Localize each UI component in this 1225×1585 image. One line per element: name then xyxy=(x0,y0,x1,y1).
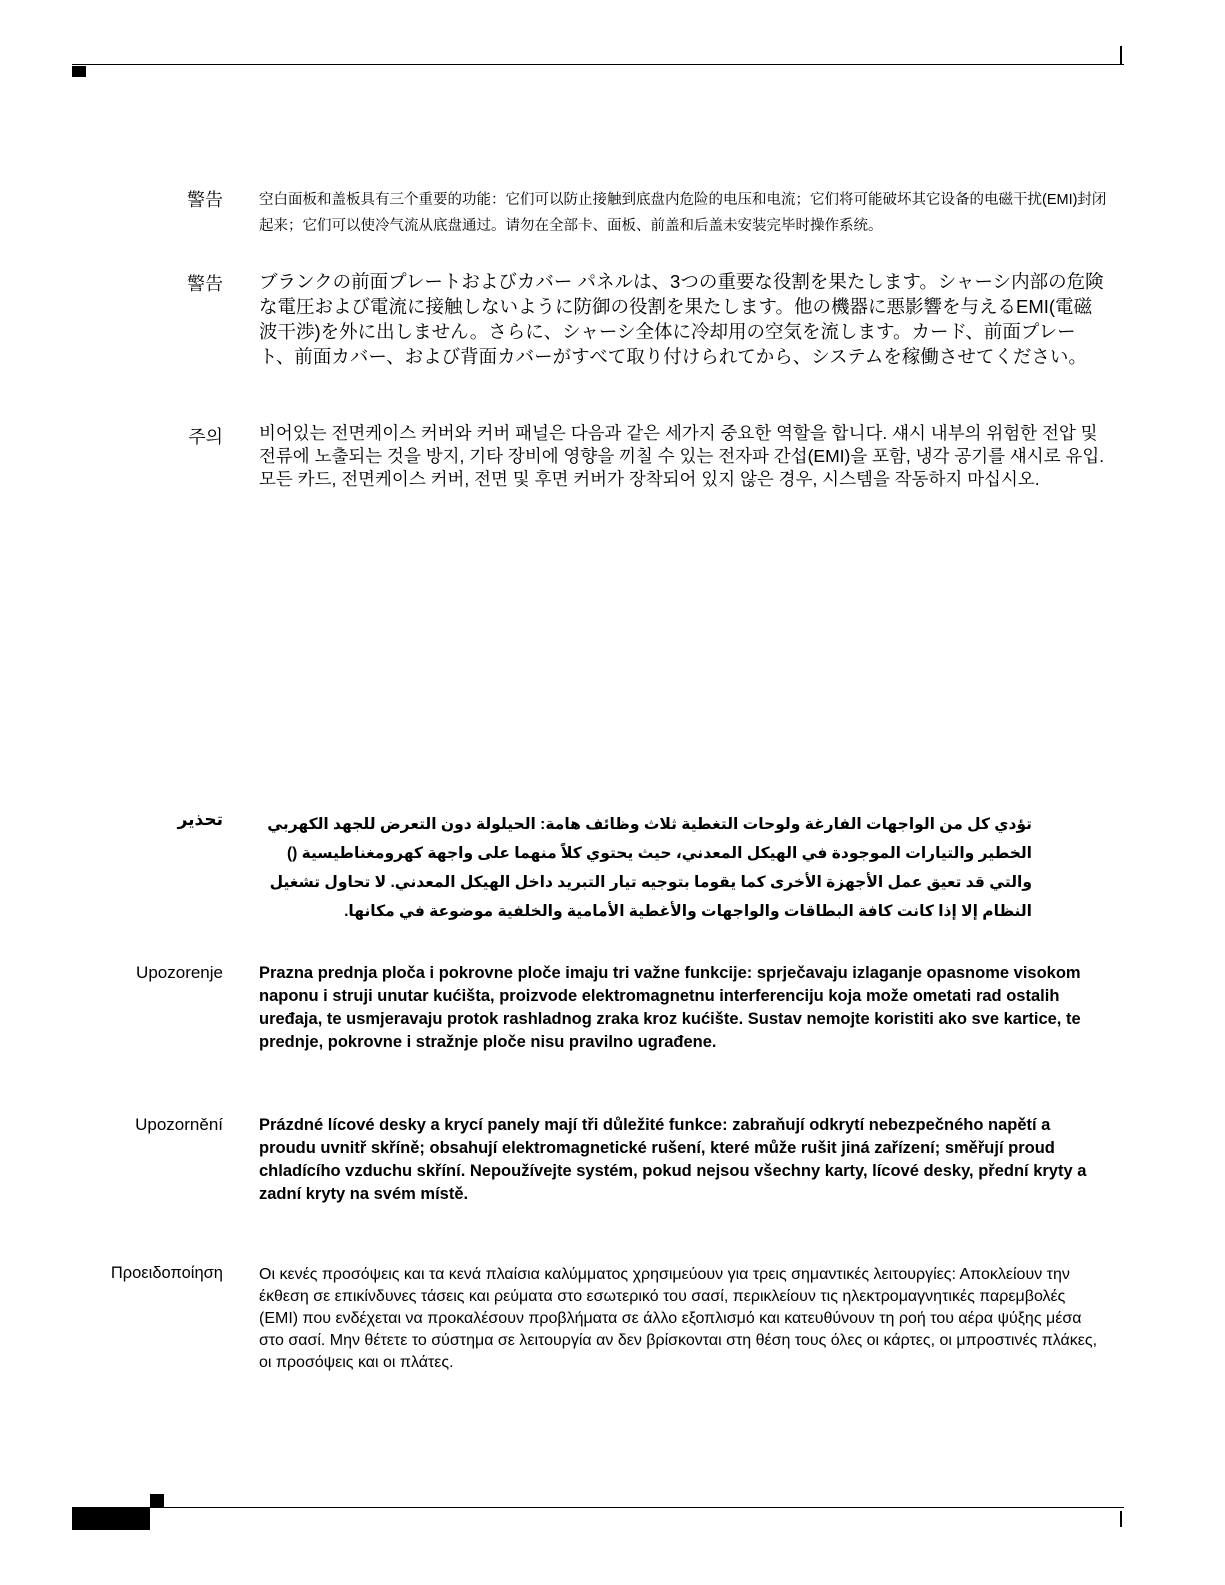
header-tick xyxy=(1120,46,1122,64)
warning-text: Οι κενές προσόψεις και τα κενά πλαίσια καλύμματος χρησιμεύουν για τρεις σημαντικές λειτουργίες: Αποκλείουν την έκθεση σε επικίνδυνες τάσεις και ρεύματα στο εσωτερικό του σασί, περικλείουν τις ηλεκτρομαγνητικές παρεμβολές (EMI) που ενδέχεται να προκαλέσουν προβλήματα σε άλλο εξοπλισμό και κατευθύνουν τη ροή του αέρα ψύξης μέσα στο σασί. Μην θέτετε το σύστημα σε λειτουργία αν δεν βρίσκονται στη θέση τους όλες οι κάρτες, οι μπροστινές πλάκες, οι προσόψεις και οι πλάτες. xyxy=(259,1266,1098,1371)
warning-text: Prazna prednja ploča i pokrovne ploče imaju tri važne funkcije: sprječavaju izlaganje opasnome visokom naponu i struji unutar kućišta, proizvode elektromagnetnu interferenciju koja može ometati rad ostalih uređaja, te usmjeravaju protok rashladnog zraka kroz kućište. Sustav nemojte koristiti ako sve kartice, te prednje, pokrovne i stražnje ploče nisu pravilno ugrađene. xyxy=(259,964,1081,1051)
warning-text: 空白面板和盖板具有三个重要的功能：它们可以防止接触到底盘内危险的电压和电流；它们将可能破坏其它设备的电磁干扰(EMI)封闭起来；它们可以使冷气流从底盘通过。请勿在全部卡、面板、前盖和后盖未安装完毕时操作系统。 xyxy=(259,192,1107,234)
warning-label: Προειδοποίηση xyxy=(110,1264,223,1282)
footer-bar xyxy=(72,1507,150,1530)
warning-label: Upozorenje xyxy=(136,963,223,982)
warning-label: 주의 xyxy=(188,427,223,447)
header-marker xyxy=(72,66,86,77)
header-rule xyxy=(72,64,1124,65)
footer-rule xyxy=(72,1507,1124,1508)
warning-text: ブランクの前面プレートおよびカバー パネルは、3つの重要な役割を果たします。シャーシ内部の危険な電圧および電流に接触しないように防御の役割を果たします。他の機器に悪影響を与えるEMI(電磁波干渉)を外に出しません。さらに、シャーシ全体に冷却用の空気を流します。カード、前面プレート、前面カバー、および背面カバーがすべて取り付けられてから、システムを稼働させてください。 xyxy=(259,271,1104,367)
warning-text: 비어있는 전면케이스 커버와 커버 패널은 다음과 같은 세가지 중요한 역할을 합니다. 섀시 내부의 위험한 전압 및 전류에 노출되는 것을 방지, 기타 장비에 영향을 끼칠 수 있는 전자파 간섭(EMI)을 포함, 냉각 공기를 섀시로 유입. 모든 카드, 전면케이스 커버, 전면 및 후면 커버가 장착되어 있지 않은 경우, 시스템을 작동하지 마십시오. xyxy=(259,423,1105,489)
warning-label: 警告 xyxy=(187,190,223,210)
warning-label: 警告 xyxy=(187,274,223,294)
footer-tick xyxy=(1120,1511,1122,1527)
warning-text: Prázdné lícové desky a krycí panely mají tři důležité funkce: zabraňují odkrytí nebezpečného napětí a proudu uvnitř skříně; obsahují elektromagnetické rušení, které může rušit jiná zařízení; směřují proud chladícího vzduchu skříní. Nepoužívejte systém, pokud nejsou všechny karty, lícové desky, přední kryty a zadní kryty na svém místě. xyxy=(259,1116,1087,1203)
warning-label: تحذير xyxy=(177,810,223,829)
warning-text: تؤدي كل من الواجهات الفارغة ولوحات التغطية ثلاث وظائف هامة: الحيلولة دون التعرض للجهد الكهربي الخطير والتيارات الموجودة في الهيكل المعدني، حيث يحتوي كلاً منهما على واجهة كهرومغناطيسية () والتي قد تعيق عمل الأجهزة الأخرى كما يقوما بتوجيه تيار التبريد داخل الهيكل المعدني. لا تحاول تشغيل النظام إلا إذا كانت كافة البطاقات والواجهات والأغطية الأمامية والخلفية موضوعة في مكانها. xyxy=(267,816,1032,920)
warning-label: Upozornění xyxy=(135,1115,223,1134)
footer-marker xyxy=(150,1494,164,1507)
